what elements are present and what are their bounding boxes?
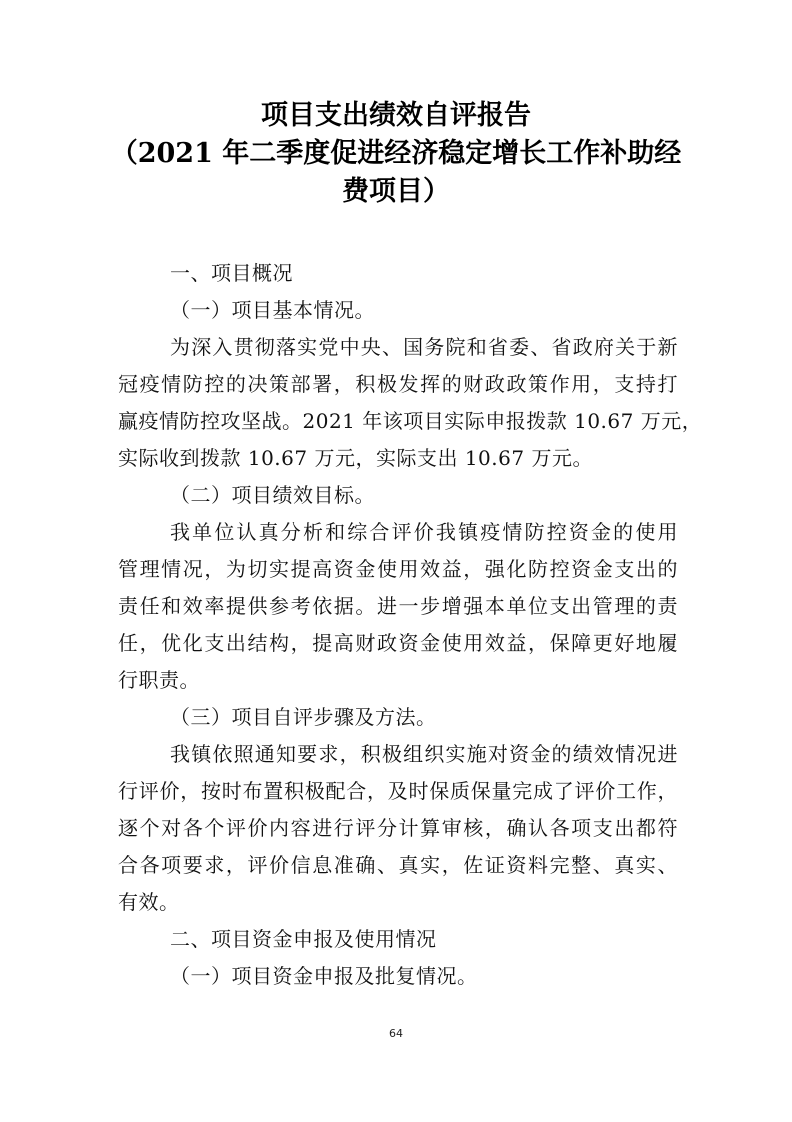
paragraph-line: 赢疫情防控攻坚战。2021 年该项目实际申报拨款 10.67 万元， [118, 409, 703, 433]
subsection-heading-1-3: （三）项目自评步骤及方法。 [170, 705, 437, 729]
section-heading-2: 二、项目资金申报及使用情况 [170, 927, 437, 951]
paragraph-line: 为深入贯彻落实党中央、国务院和省委、省政府关于新 [170, 335, 678, 359]
paragraph-1-3 [118, 739, 678, 917]
subsection-heading-1-2: （二）项目绩效目标。 [170, 483, 375, 507]
subsection-heading-1-1: （一）项目基本情况。 [170, 298, 375, 322]
paragraph-line: 我镇依照通知要求，积极组织实施对资金的绩效情况进 [170, 742, 678, 766]
paragraph-line: 管理情况，为切实提高资金使用效益，强化防控资金支出的 [118, 557, 678, 581]
page-number: 64 [389, 1027, 403, 1040]
paragraph-line: 行职责。 [118, 668, 200, 692]
subsection-heading-2-1: （一）项目资金申报及批复情况。 [170, 964, 478, 988]
paragraph-1-1 [118, 332, 703, 473]
paragraph-line: 责任和效率提供参考依据。进一步增强本单位支出管理的责 [118, 594, 678, 618]
document-title [110, 97, 682, 211]
paragraph-1-2 [118, 517, 678, 695]
title-line-2: （2021 年二季度促进经济稳定增长工作补助经 [110, 138, 682, 169]
paragraph-line: 合各项要求，评价信息准确、真实，佐证资料完整、真实、 [118, 853, 678, 877]
title-line-3: 费项目） [342, 176, 450, 207]
paragraph-line: 任，优化支出结构，提高财政资金使用效益，保障更好地履 [118, 631, 678, 655]
title-line-1: 项目支出绩效自评报告 [261, 100, 531, 131]
paragraph-line: 冠疫情防控的决策部署，积极发挥的财政政策作用，支持打 [118, 372, 678, 396]
paragraph-line: 行评价，按时布置积极配合，及时保质保量完成了评价工作， [118, 779, 678, 803]
section-heading-1: 一、项目概况 [170, 261, 293, 285]
paragraph-line: 逐个对各个评价内容进行评分计算审核，确认各项支出都符 [118, 816, 678, 840]
paragraph-line: 我单位认真分析和综合评价我镇疫情防控资金的使用 [170, 520, 678, 544]
paragraph-line: 实际收到拨款 10.67 万元，实际支出 10.67 万元。 [118, 446, 593, 470]
document-body [118, 258, 703, 991]
paragraph-line: 有效。 [118, 890, 180, 914]
